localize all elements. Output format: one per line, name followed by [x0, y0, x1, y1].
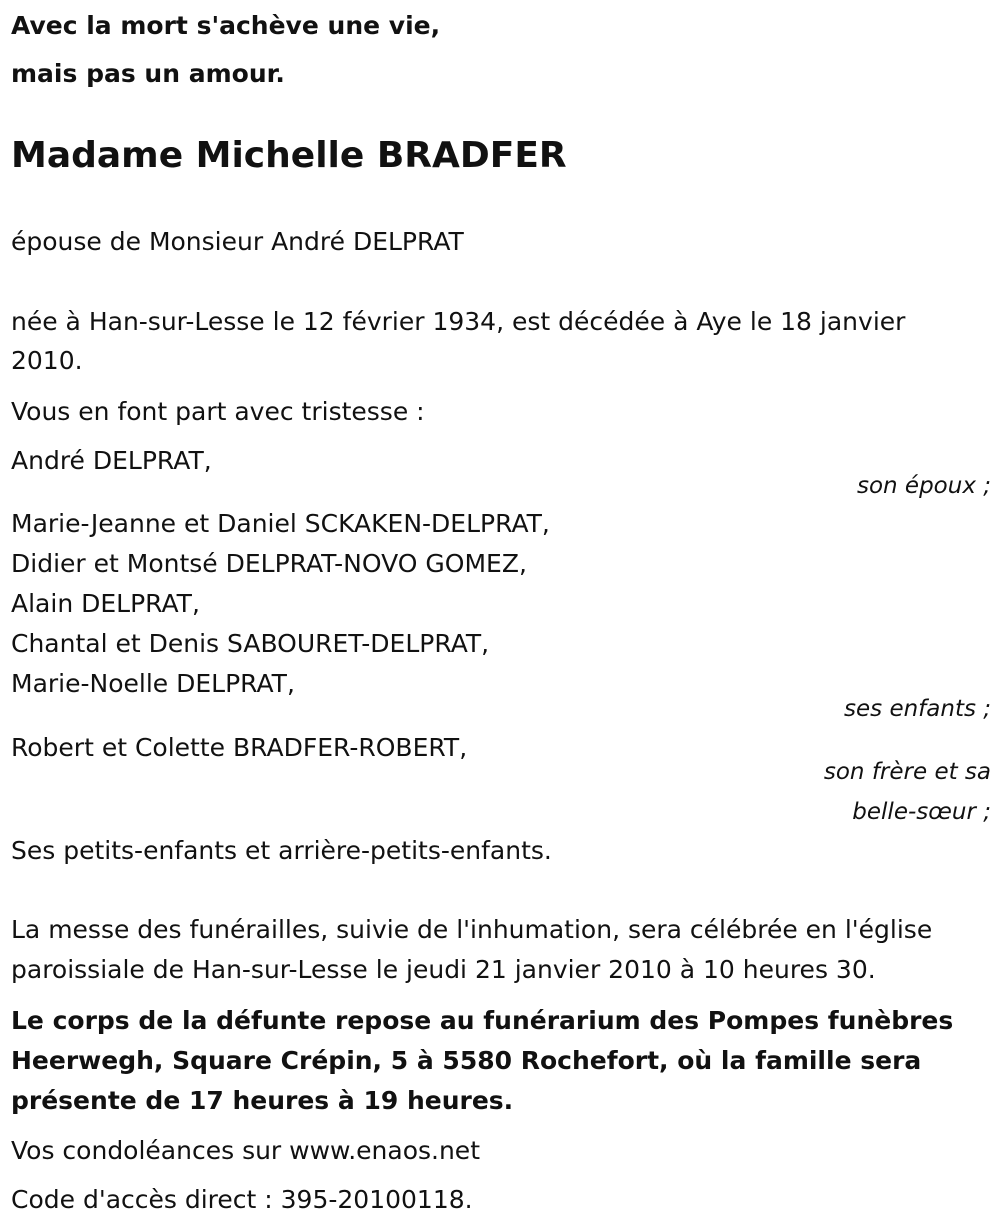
visitation-line-2: Heerwegh, Square Crépin, 5 à 5580 Rochefort, où la famille sera [11, 1046, 922, 1075]
epigraph-line-1: Avec la mort s'achève une vie, [11, 11, 441, 40]
spouse-role: son époux ; [856, 473, 991, 499]
sibling-name: Robert et Colette BRADFER-ROBERT, [11, 733, 468, 762]
sibling-role-line-2: belle-sœur ; [852, 799, 991, 825]
child-name: Marie-Noelle DELPRAT, [11, 669, 295, 698]
birth-death-line-1: née à Han-sur-Lesse le 12 février 1934, est décédée à Aye le 18 janvier [11, 307, 906, 336]
visitation-line-3: présente de 17 heures à 19 heures. [11, 1086, 514, 1115]
spouse-name: André DELPRAT, [11, 446, 212, 475]
child-name: Didier et Montsé DELPRAT-NOVO GOMEZ, [11, 549, 527, 578]
child-name: Marie-Jeanne et Daniel SCKAKEN-DELPRAT, [11, 509, 550, 538]
visitation-line-1: Le corps de la défunte repose au funérarium des Pompes funèbres [11, 1006, 954, 1035]
epigraph-line-2: mais pas un amour. [11, 59, 285, 88]
deceased-name: Madame Michelle BRADFER [11, 135, 567, 176]
sibling-role-line-1: son frère et sa [823, 759, 991, 785]
announcement-intro: Vous en font part avec tristesse : [11, 397, 425, 426]
spouse-line: épouse de Monsieur André DELPRAT [11, 227, 464, 256]
birth-death-line-2: 2010. [11, 346, 83, 375]
condolences-line: Vos condoléances sur www.enaos.net [11, 1136, 480, 1165]
ceremony-line-2: paroissiale de Han-sur-Lesse le jeudi 21 janvier 2010 à 10 heures 30. [11, 955, 876, 984]
ceremony-line-1: La messe des funérailles, suivie de l'inhumation, sera célébrée en l'église [11, 915, 933, 944]
grandchildren-line: Ses petits-enfants et arrière-petits-enfants. [11, 836, 552, 865]
child-name: Alain DELPRAT, [11, 589, 200, 618]
child-name: Chantal et Denis SABOURET-DELPRAT, [11, 629, 490, 658]
access-code-line: Code d'accès direct : 395-20100118. [11, 1185, 473, 1214]
children-role: ses enfants ; [844, 696, 991, 722]
